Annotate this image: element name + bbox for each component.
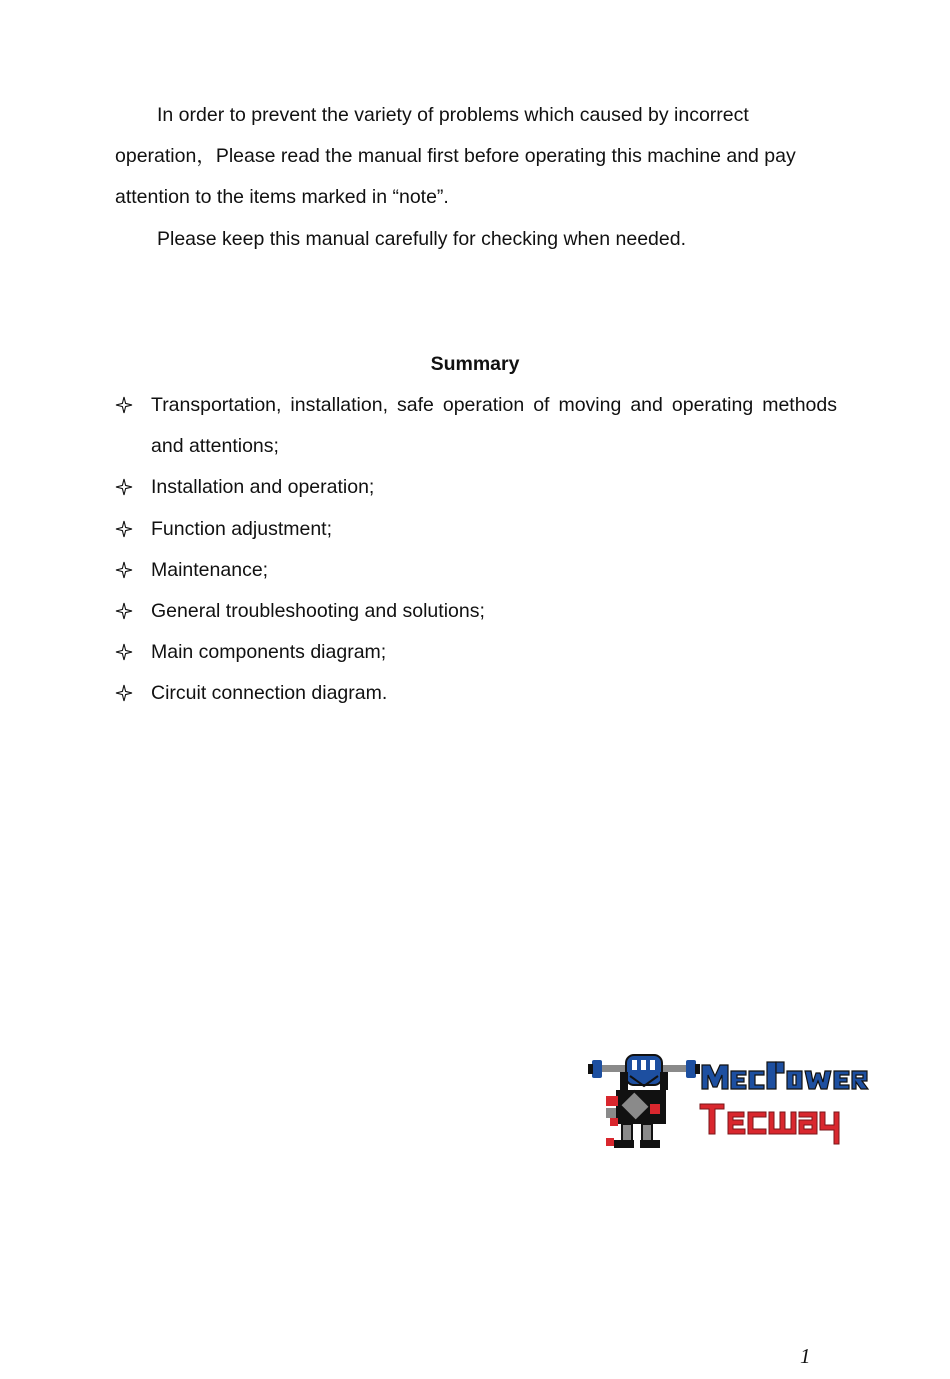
brand-logo (588, 1052, 878, 1152)
summary-item (113, 385, 837, 467)
summary-item (113, 591, 837, 632)
summary-item-text: Installation and operation; (151, 476, 375, 499)
summary-item (113, 467, 837, 508)
summary-item (113, 673, 837, 714)
summary-item (113, 632, 837, 673)
page-number: 1 (800, 1344, 811, 1368)
summary-list (113, 385, 837, 715)
summary-item (113, 509, 837, 550)
summary-item-text: Main components diagram; (151, 641, 387, 664)
summary-item (113, 550, 837, 591)
mecpower-tecway-logo-graphic (588, 1052, 878, 1152)
four-point-star-outline-icon (113, 591, 135, 632)
four-point-star-outline-icon (113, 467, 135, 508)
four-point-star-outline-icon (113, 385, 135, 426)
four-point-star-outline-icon (113, 673, 135, 714)
four-point-star-outline-icon (113, 632, 135, 673)
summary-item-text: Transportation, installation, safe operation of moving and operating methods and attentions; (151, 394, 837, 458)
summary-heading: Summary (430, 353, 520, 375)
summary-item-text: General troubleshooting and solutions; (151, 600, 485, 623)
intro-text (115, 95, 837, 260)
summary-item-text: Circuit connection diagram. (151, 682, 388, 705)
four-point-star-outline-icon (113, 509, 135, 550)
summary-item-text: Function adjustment; (151, 517, 333, 540)
intro-paragraph-2: Please keep this manual carefully for checking when needed. (157, 227, 686, 250)
intro-paragraph-1: In order to prevent the variety of problems which caused by incorrect operation，Please read the manual first before operating this machine and pay attention to the items marked in “note”. (115, 104, 796, 209)
four-point-star-outline-icon (113, 550, 135, 591)
summary-item-text: Maintenance; (151, 558, 269, 581)
